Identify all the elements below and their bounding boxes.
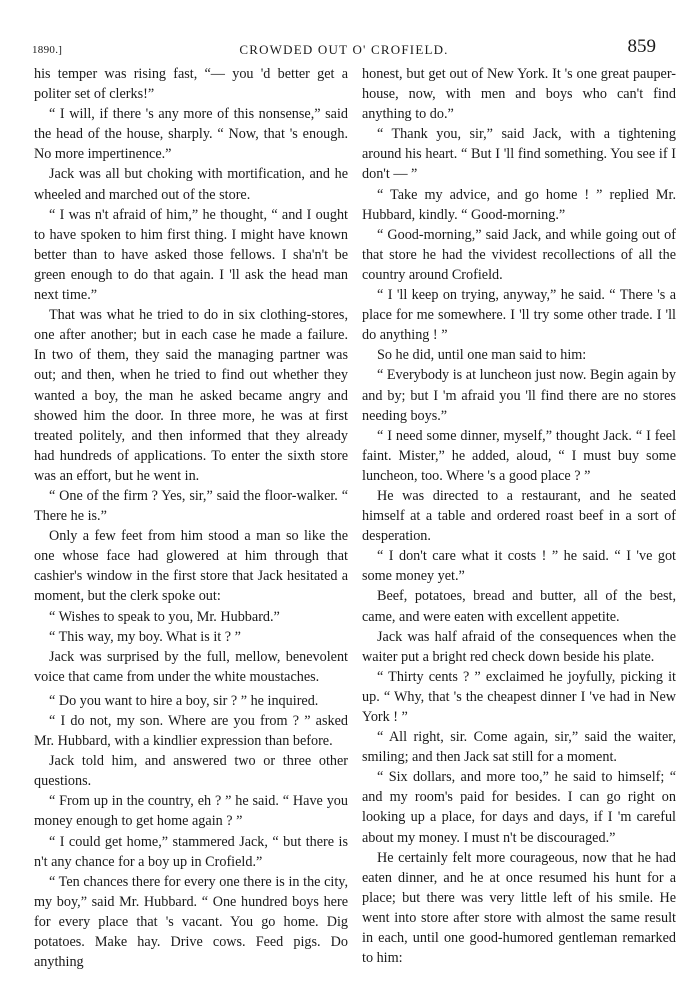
paragraph: “ I don't care what it costs ! ” he said. “ I 've got some money yet.”: [362, 548, 676, 585]
right-column: [362, 64, 676, 968]
paragraph: “ I could get home,” stammered Jack, “ but there is n't any chance for a boy up in Crofield.”: [34, 833, 348, 870]
paragraph: “ I do not, my son. Where are you from ? ” asked Mr. Hubbard, with a kindlier expression than before.: [34, 713, 348, 750]
paragraph: So he did, until one man said to him:: [377, 347, 587, 364]
paragraph: Jack told him, and answered two or three other questions.: [34, 753, 348, 790]
paragraph: “ Take my advice, and go home ! ” replied Mr. Hubbard, kindly. “ Good-morning.”: [362, 186, 676, 223]
left-column: [34, 64, 348, 972]
paragraph: “ Ten chances there for every one there is in the city, my boy,” said Mr. Hubbard. “ One hundred boys here for every place that 's vacant. You go home. Dig potatoes. Make hay. Drive cows. Feed pigs. Do anything: [34, 873, 348, 971]
paragraph: his temper was rising fast, “— you 'd better get a politer set of clerks!”: [34, 66, 348, 103]
page-number: 859: [627, 36, 656, 57]
paragraph: “ Everybody is at luncheon just now. Begin again by and by; but I 'm afraid you 'll find there are no stores needing boys.”: [362, 367, 676, 424]
paragraph: “ Wishes to speak to you, Mr. Hubbard.”: [49, 608, 280, 625]
paragraph: He was directed to a restaurant, and he seated himself at a table and ordered roast beef in a sort of desperation.: [362, 487, 676, 545]
paragraph: “ Do you want to hire a boy, sir ? ” he inquired.: [49, 692, 319, 709]
paragraph: He certainly felt more courageous, now that he had eaten dinner, and he at once resumed his hunt for a place; but there was very little left of his smile. He went into store after store with almost the same result in each, until one good-humored gentleman remarked to him:: [362, 849, 676, 967]
paragraph: That was what he tried to do in six clothing-stores, one after another; but in each case he made a failure. In two of them, they said the managing partner was out; and then, when he tried to find out whether they wanted a boy, the man he asked became angry and showed him the door. In three more, he was at first treated politely, and then informed that they already had hundreds of applications. To enter the sixth store was an effort, but he went in.: [34, 307, 348, 484]
paragraph: Only a few feet from him stood a man so like the one whose face had glowered at him through that cashier's window in the first store that Jack hesitated a moment, but the clerk spoke out:: [34, 528, 348, 605]
paragraph: Jack was surprised by the full, mellow, benevolent voice that came from under the white moustaches.: [34, 648, 348, 685]
paragraph: Jack was all but choking with mortification, and he wheeled and marched out of the store.: [34, 166, 348, 203]
running-title: CROWDED OUT O' CROFIELD.: [239, 42, 449, 57]
paragraph: Jack was half afraid of the consequences when the waiter put a bright red check down beside his plate.: [362, 628, 676, 665]
paragraph: honest, but get out of New York. It 's one great pauper-house, now, with men and boys who can't find anything to do.”: [362, 66, 676, 123]
paragraph: “ I 'll keep on trying, anyway,” he said. “ There 's a place for me somewhere. I 'll try some other trade. I 'll do anything ! ”: [362, 287, 676, 344]
paragraph: “ This way, my boy. What is it ? ”: [49, 628, 241, 645]
paragraph: Beef, potatoes, bread and butter, all of the best, came, and were eaten with excellent appetite.: [362, 588, 676, 625]
issue-date: 1890.]: [32, 44, 63, 56]
paragraph: “ Six dollars, and more too,” he said to himself; “ and my room's paid for besides. I can go right on looking up a place, for days and days, if I 'm careful about my money. I must n't be discouraged.”: [362, 769, 676, 846]
paragraph: “ I need some dinner, myself,” thought Jack. “ I feel faint. Mister,” he added, aloud, “ I must buy some luncheon, too. Where 's a good place ? ”: [362, 427, 676, 484]
paragraph: “ Thirty cents ? ” exclaimed he joyfully, picking it up. “ Why, that 's the cheapest dinner I 've had in New York ! ”: [362, 668, 676, 725]
paragraph: “ From up in the country, eh ? ” he said. “ Have you money enough to get home again ? ”: [34, 793, 348, 830]
paragraph: “ Good-morning,” said Jack, and while going out of that store he had the vividest recollections of all the country around Crofield.: [362, 226, 676, 283]
paragraph: “ One of the firm ? Yes, sir,” said the floor-walker. “ There he is.”: [34, 487, 348, 525]
paragraph: “ All right, sir. Come again, sir,” said the waiter, smiling; and then Jack sat still for a moment.: [362, 729, 676, 766]
paragraph: “ I was n't afraid of him,” he thought, “ and I ought to have spoken to him first thing. I might have known better than to have asked those fellows. I sha'n't be green enough to do that again. I 'll ask the head man next time.”: [34, 206, 348, 304]
paragraph: “ Thank you, sir,” said Jack, with a tightening around his heart. “ But I 'll find something. You see if I don't — ”: [362, 126, 676, 183]
paragraph: “ I will, if there 's any more of this nonsense,” said the head of the house, sharply. “ Now, that 's enough. No more impertinence.”: [34, 106, 348, 163]
